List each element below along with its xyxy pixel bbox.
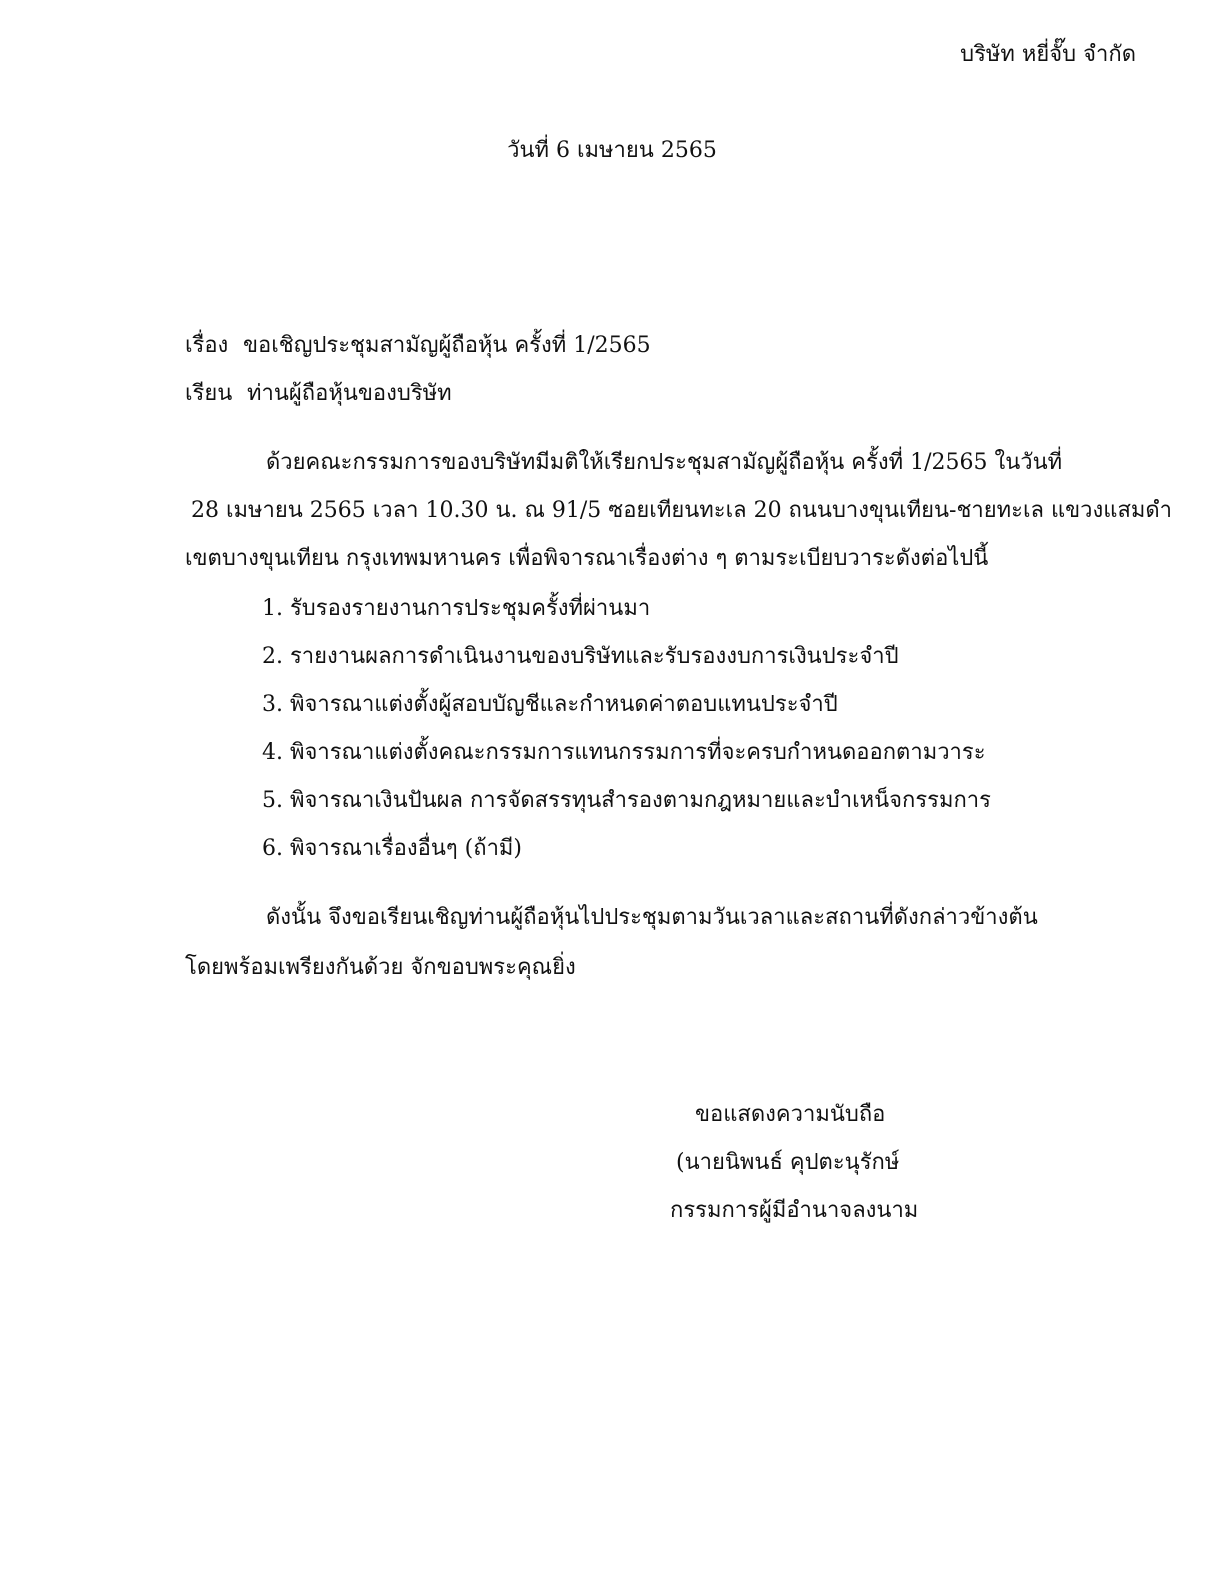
agenda-item: 1. รับรองรายงานการประชุมครั้งที่ผ่านมา [262, 596, 651, 621]
agenda-item: 6. พิจารณาเรื่องอื่นๆ (ถ้ามี) [262, 836, 523, 861]
recipient-line [185, 381, 452, 407]
company-name: บริษัท หยี่จั๊บ จำกัด [960, 42, 1136, 67]
subject-line [185, 333, 651, 359]
body-line-1: ด้วยคณะกรรมการของบริษัทมีมติให้เรียกประชุมสามัญผู้ถือหุ้น ครั้งที่ 1/2565 ในวันที่ [266, 450, 1063, 475]
agenda-item: 2. รายงานผลการดำเนินงานของบริษัทและรับรองงบการเงินประจำปี [262, 644, 899, 669]
recipient-label: เรียน [185, 381, 233, 406]
agenda-item: 3. พิจารณาแต่งตั้งผู้สอบบัญชีและกำหนดค่าตอบแทนประจำปี [262, 692, 838, 717]
body-line-2: 28 เมษายน 2565 เวลา 10.30 น. ณ 91/5 ซอยเทียนทะเล 20 ถนนบางขุนเทียน-ชายทะเล แขวงแสมดำ [191, 498, 1173, 523]
closing-line-2: โดยพร้อมเพรียงกันด้วย จักขอบพระคุณยิ่ง [185, 955, 576, 980]
subject-label: เรื่อง [185, 333, 229, 358]
body-line-3: เขตบางขุนเทียน กรุงเทพมหานคร เพื่อพิจารณาเรื่องต่าง ๆ ตามระเบียบวาระดังต่อไปนี้ [185, 546, 989, 571]
recipient-text: ท่านผู้ถือหุ้นของบริษัท [247, 381, 452, 406]
agenda-item: 5. พิจารณาเงินปันผล การจัดสรรทุนสำรองตามกฎหมายและบำเหน็จกรรมการ [262, 788, 991, 813]
agenda-list [262, 594, 991, 882]
letter-date: วันที่ 6 เมษายน 2565 [507, 138, 717, 163]
agenda-item: 4. พิจารณาแต่งตั้งคณะกรรมการแทนกรรมการที่จะครบกำหนดออกตามวาระ [262, 740, 986, 765]
closing-line-1: ดังนั้น จึงขอเรียนเชิญท่านผู้ถือหุ้นไปประชุมตามวันเวลาและสถานที่ดังกล่าวข้างต้น [266, 905, 1038, 930]
signer-position: กรรมการผู้มีอำนาจลงนาม [670, 1198, 919, 1223]
subject-text: ขอเชิญประชุมสามัญผู้ถือหุ้น ครั้งที่ 1/2565 [243, 333, 651, 358]
regards-text: ขอแสดงความนับถือ [695, 1102, 886, 1127]
signer-name: (นายนิพนธ์ คุปตะนุรักษ์ [676, 1150, 900, 1175]
